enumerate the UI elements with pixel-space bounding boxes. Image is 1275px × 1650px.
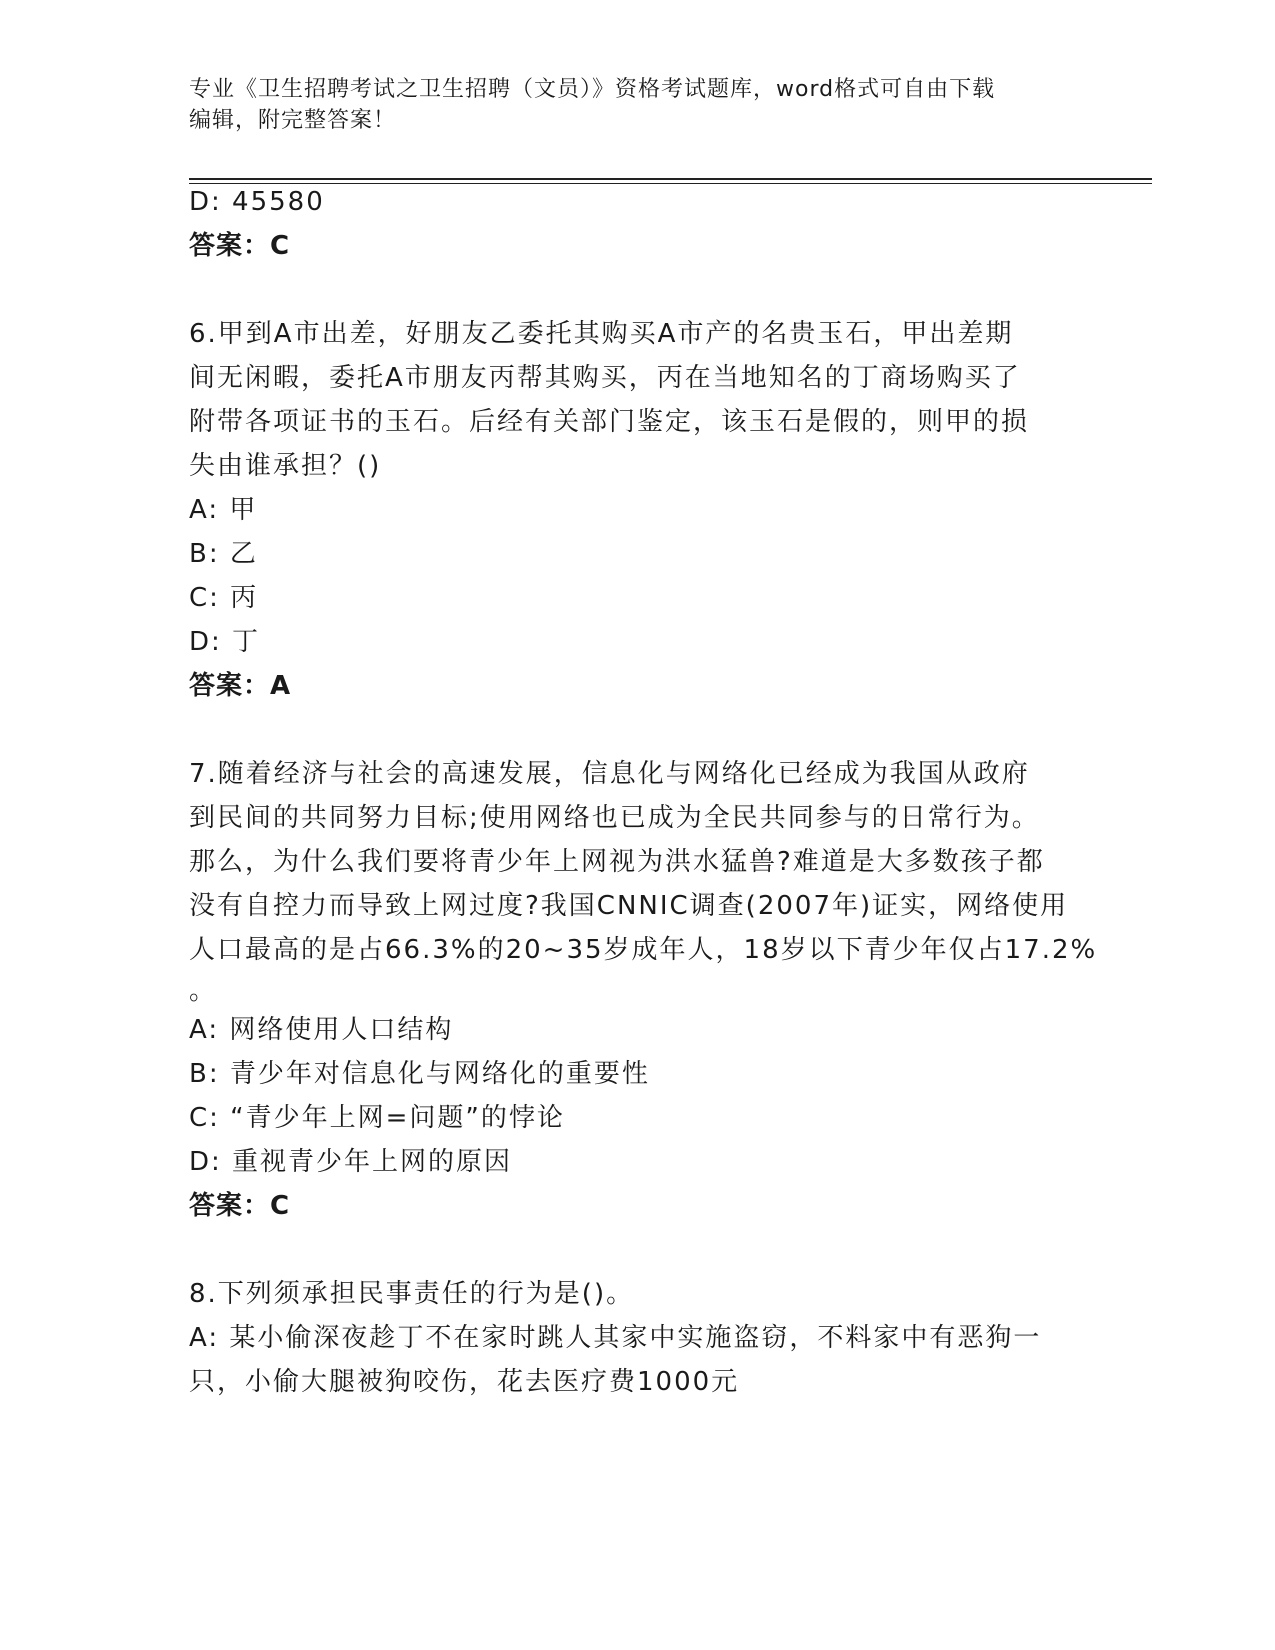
q6-stem-line: 间无闲暇，委托A市朋友丙帮其购买，丙在当地知名的丁商场购买了 [189,363,1021,393]
document-header [189,74,1069,136]
q6-option-c: C: 丙 [189,583,259,613]
header-divider-thin [189,183,1152,184]
prev-option-d: D: 45580 [189,187,325,217]
q8-stem-line: 8.下列须承担民事责任的行为是()。 [189,1279,635,1309]
q7-stem-line: 没有自控力而导致上网过度?我国CNNIC调查(2007年)证实，网络使用 [189,891,1069,921]
q6-option-d: D: 丁 [189,627,261,657]
header-divider [189,178,1152,180]
q8-option-a: A: 某小偷深夜趁丁不在家时跳人其家中实施盗窃，不料家中有恶狗一 [189,1323,1042,1353]
q7-option-c: C: “青少年上网=问题”的悖论 [189,1103,565,1133]
q7-stem-line: 。 [189,976,218,1006]
q7-option-b: B: 青少年对信息化与网络化的重要性 [189,1059,650,1089]
q7-stem-line: 7.随着经济与社会的高速发展，信息化与网络化已经成为我国从政府 [189,759,1030,789]
q6-stem-line: 6.甲到A市出差，好朋友乙委托其购买A市产的名贵玉石，甲出差期 [189,319,1014,349]
q6-answer: 答案：A [189,671,292,701]
q6-option-b: B: 乙 [189,539,258,569]
q7-stem-line: 人口最高的是占66.3%的20~35岁成年人，18岁以下青少年仅占17.2% [189,935,1098,965]
q7-stem-line: 到民间的共同努力目标;使用网络也已成为全民共同参与的日常行为。 [189,803,1040,833]
q7-option-a: A: 网络使用人口结构 [189,1015,454,1045]
header-line-2: 编辑，附完整答案！ [189,108,397,133]
q6-stem-line: 附带各项证书的玉石。后经有关部门鉴定，该玉石是假的，则甲的损 [189,407,1030,437]
q6-stem-line: 失由谁承担？() [189,451,382,481]
header-line-1: 专业《卫生招聘考试之卫生招聘（文员）》资格考试题库，word格式可自由下载 [189,77,996,102]
q7-answer: 答案：C [189,1191,291,1221]
q6-option-a: A: 甲 [189,495,258,525]
q7-option-d: D: 重视青少年上网的原因 [189,1147,513,1177]
q8-option-a-cont: 只，小偷大腿被狗咬伤，花去医疗费1000元 [189,1367,740,1397]
q7-stem-line: 那么，为什么我们要将青少年上网视为洪水猛兽?难道是大多数孩子都 [189,847,1045,877]
prev-answer: 答案：C [189,231,291,261]
